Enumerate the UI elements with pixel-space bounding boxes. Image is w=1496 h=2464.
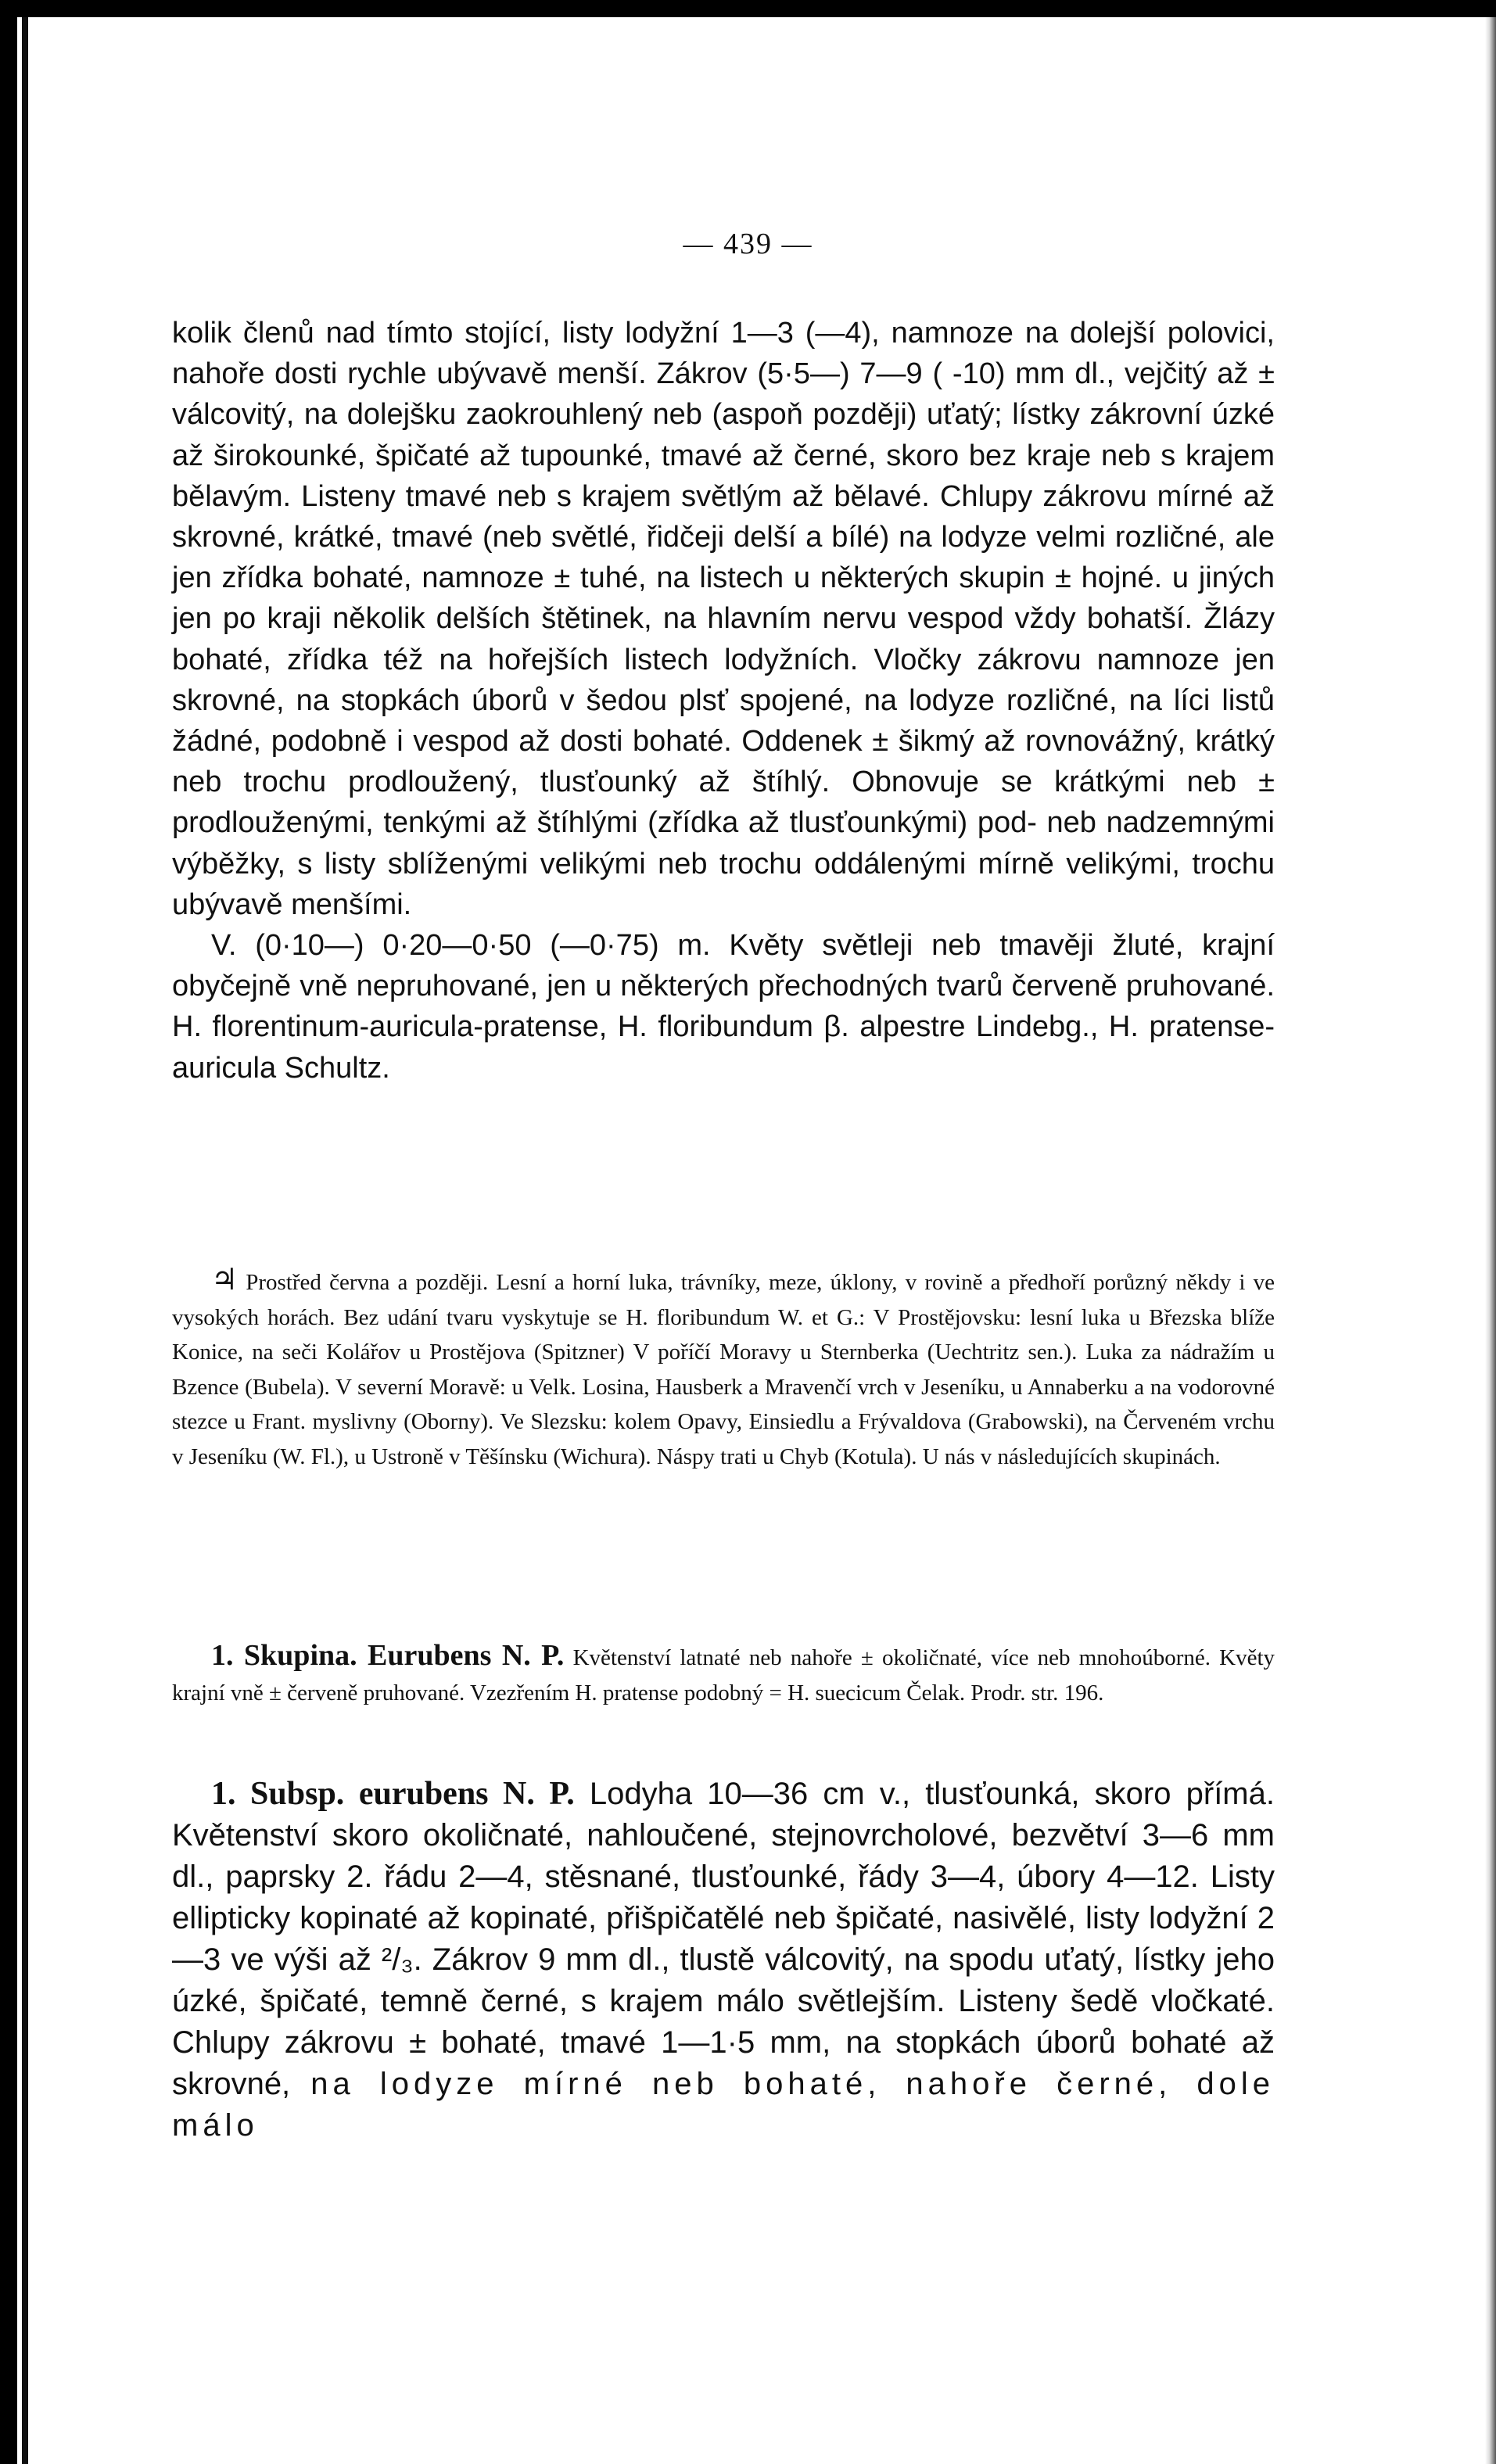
group-text: Květenství latnaté neb nahoře ± okoličnaté, více neb mnohoúborné. Květy krajní vně ± červeně pruhované. Vzezřením H. pratense podobný = H. suecicum Čelak. Prodr. str. 196. bbox=[172, 1645, 1275, 1705]
subspecies-text-spaced: na lodyze mírné neb bohaté, nahoře černé, dole málo bbox=[172, 2067, 1275, 2143]
paragraph-distribution bbox=[172, 1263, 1275, 1474]
group-paragraph bbox=[172, 1638, 1275, 1710]
paragraph-flowers: V. (0·10—) 0·20—0·50 (—0·75) m. Květy světleji neb tmavěji žluté, krajní obyčejně vně nepruhované, jen u některých přechodných tvarů červeně pruhované. H. florentinum-auricula-pratense, H. floribundum β. alpestre Lindebg., H. pratense-auricula Schultz. bbox=[172, 929, 1275, 1085]
scan-left-rule bbox=[22, 17, 28, 2464]
subspecies-text: Lodyha 10—36 cm v., tlusťounká, skoro přímá. Květenství skoro okoličnaté, nahloučené, stejnovrcholové, bezvětví 3—6 mm dl., paprsky 2. řádu 2—4, stěsnané, tlusťounké, řády 3—4, úbory 4—12. Listy ellipticky kopinaté až kopinaté, přišpičatělé neb špičaté, nasivělé, listy lodyžní 2—3 ve výši až ²/₃. Zákrov 9 mm dl., tlustě válcovitý, na spodu uťatý, lístky jeho úzké, špičaté, temně černé, s krajem málo světlejším. Listeny šedě vločkaté. Chlupy zákrovu ± bohaté, tmavé 1—1·5 mm, na stopkách úborů bohaté až skrovné, bbox=[172, 1777, 1275, 2101]
perennial-symbol-icon: ♃ bbox=[211, 1264, 239, 1297]
subspecies-paragraph bbox=[172, 1774, 1275, 2147]
scan-right-edge bbox=[1485, 17, 1496, 2464]
group-heading: 1. Skupina. Eurubens N. P. bbox=[211, 1639, 565, 1672]
group-block bbox=[172, 1638, 1275, 1710]
scan-top-border bbox=[0, 0, 1496, 17]
distribution-block bbox=[172, 1263, 1275, 1474]
page-number: — 439 — bbox=[683, 228, 813, 260]
subspecies-heading: 1. Subsp. eurubens N. P. bbox=[211, 1776, 575, 1812]
subspecies-block bbox=[172, 1774, 1275, 2147]
paragraph-description: kolik členů nad tímto stojící, listy lodyžní 1—3 (—4), namnoze na dolejší polovici, nahoře dosti rychle ubývavě menší. Zákrov (5·5—) 7—9 ( -10) mm dl., vejčitý až ± válcovitý, na dolejšku zaokrouhlený neb (aspoň později) uťatý; lístky zákrovní úzké až širokounké, špičaté až tupounké, tmavé až černé, skoro bez kraje neb s krajem bělavým. Listeny tmavé neb s krajem světlým až bělavé. Chlupy zákrovu mírné až skrovné, krátké, tmavé (neb světlé, řidčeji delší a bílé) na lodyze velmi rozličné, ale jen zřídka bohaté, namnoze ± tuhé, na listech u některých skupin ± hojné. u jiných jen po kraji několik delších štětinek, na hlavním nervu vespod vždy bohatší. Žlázy bohaté, zřídka též na hořejších listech lodyžních. Vločky zákrovu namnoze jen skrovné, na stopkách úborů v šedou plsť spojené, na lodyze rozličné, na líci listů žádné, podobně i vespod až dosti bohaté. Oddenek ± šikmý až rovnovážný, krátký neb trochu prodloužený, tlusťounký až štíhlý. Obnovuje se krátkými neb ± prodlouženými, tenkými až štíhlými (zřídka až tlusťounkými) pod- neb nadzemnými výběžky, s listy sblíženými velikými neb trochu oddálenými mírně velikými, trochu ubývavě menšími. bbox=[172, 317, 1275, 921]
main-text-block bbox=[172, 313, 1275, 1089]
distribution-text: Prostřed června a později. Lesní a horní luka, trávníky, meze, úklony, v rovině a předhoří porůzný někdy i ve vysokých horách. Bez udání tvaru vyskytuje se H. floribundum W. et G.: V Prostějovsku: lesní luka u Březska blíže Konice, na seči Kolářov u Prostějova (Spitzner) V poříčí Moravy u Sternberka (Uechtritz sen.). Luka za nádražím u Bzence (Bubela). V severní Moravě: u Velk. Losina, Hausberk a Mravenčí vrch v Jeseníku, u Annaberku a na vodorovné stezce u Frant. myslivny (Oborny). Ve Slezsku: kolem Opavy, Einsiedlu a Frývaldova (Grabowski), na Červeném vrchu v Jeseníku (W. Fl.), u Ustroně v Těšínsku (Wichura). Náspy trati u Chyb (Kotula). U nás v následujících skupinách. bbox=[172, 1270, 1275, 1469]
scan-left-border bbox=[0, 0, 17, 2464]
